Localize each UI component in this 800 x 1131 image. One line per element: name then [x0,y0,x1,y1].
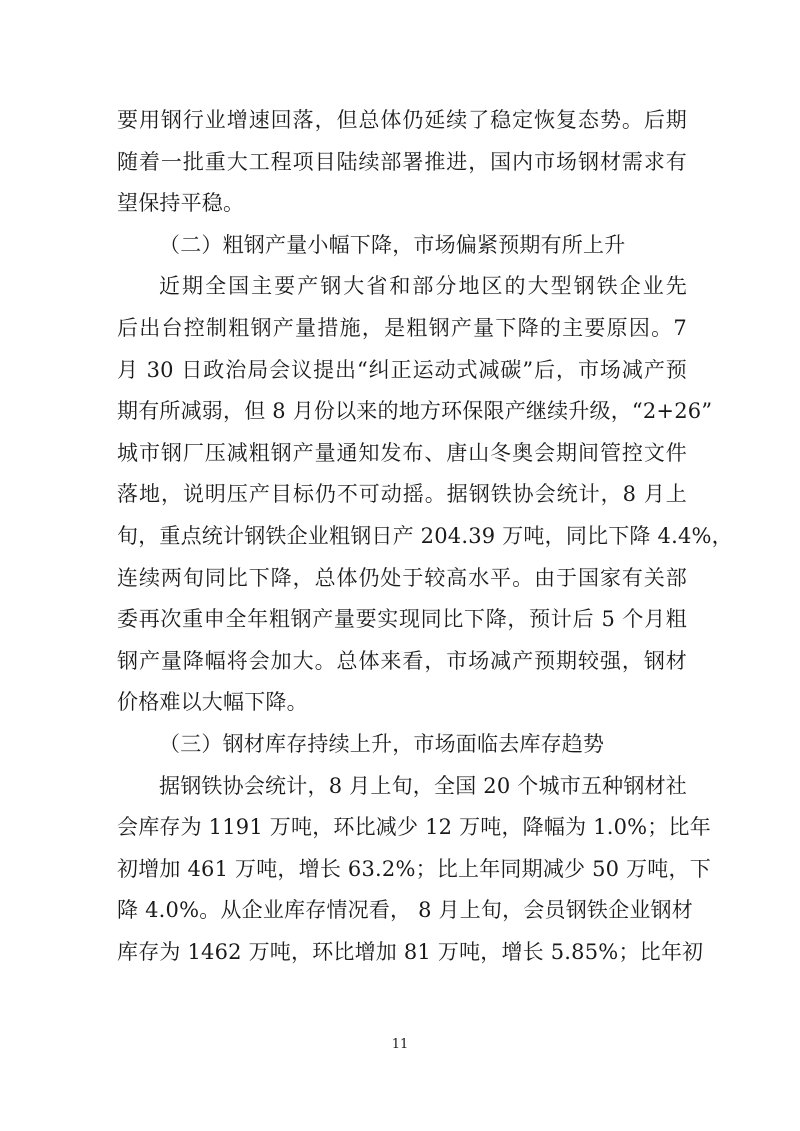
paragraph-inventory [117,766,711,974]
text-line: 价格难以大幅下降。 [117,690,308,715]
text-line: 会库存为 1191 万吨，环比减少 12 万吨，降幅为 1.0%；比年 [117,815,711,840]
text-line: 据钢铁协会统计，8 月上旬，全国 20 个城市五种钢材社 [159,773,687,798]
section-heading-2 [117,225,687,267]
text-line: 初增加 461 万吨，增长 63.2%；比上年同期减少 50 万吨，下 [117,856,711,881]
text-line: 近期全国主要产钢大省和部分地区的大型钢铁企业先 [159,274,687,299]
text-line: 要用钢行业增速回落，但总体仍延续了稳定恢复态势。后期 [117,108,687,132]
text-line: 后出台控制粗钢产量措施，是粗钢产量下降的主要原因。7 [117,315,687,340]
text-line: 月 30 日政治局会议提出“纠正运动式减碳”后，市场减产预 [117,357,687,382]
text-line: 委再次重申全年粗钢产量要实现同比下降，预计后 5 个月粗 [117,607,687,632]
text-line: 降 4.0%。从企业库存情况看， 8 月上旬，会员钢铁企业钢材 [117,898,693,923]
page-number: 11 [391,1037,409,1052]
heading-text: （二）粗钢产量小幅下降，市场偏紧预期有所上升 [159,232,626,257]
text-line: 落地，说明压产目标仍不可动摇。据钢铁协会统计，8 月上 [117,482,687,507]
text-line: 期有所减弱，但 8 月份以来的地方环保限产继续升级，“2+26” [117,399,713,424]
paragraph-crude-steel [117,266,733,724]
text-line: 连续两旬同比下降，总体仍处于较高水平。由于国家有关部 [117,565,687,590]
text-line: 钢产量降幅将会加大。总体来看，市场减产预期较强，钢材 [117,648,687,673]
text-line: 旬，重点统计钢铁企业粗钢日产 204.39 万吨，同比下降 4.4%， [117,523,733,548]
text-line: 城市钢厂压减粗钢产量通知发布、唐山冬奥会期间管控文件 [117,440,687,465]
text-line: 随着一批重大工程项目陆续部署推进，国内市场钢材需求有 [117,149,687,174]
text-line: 库存为 1462 万吨，环比增加 81 万吨，增长 5.85%；比年初 [117,939,704,964]
paragraph-continuation [117,100,687,225]
section-heading-3 [117,724,687,766]
heading-text: （三）钢材库存持续上升，市场面临去库存趋势 [159,731,605,756]
text-line: 望保持平稳。 [117,191,245,216]
document-body [117,100,733,973]
